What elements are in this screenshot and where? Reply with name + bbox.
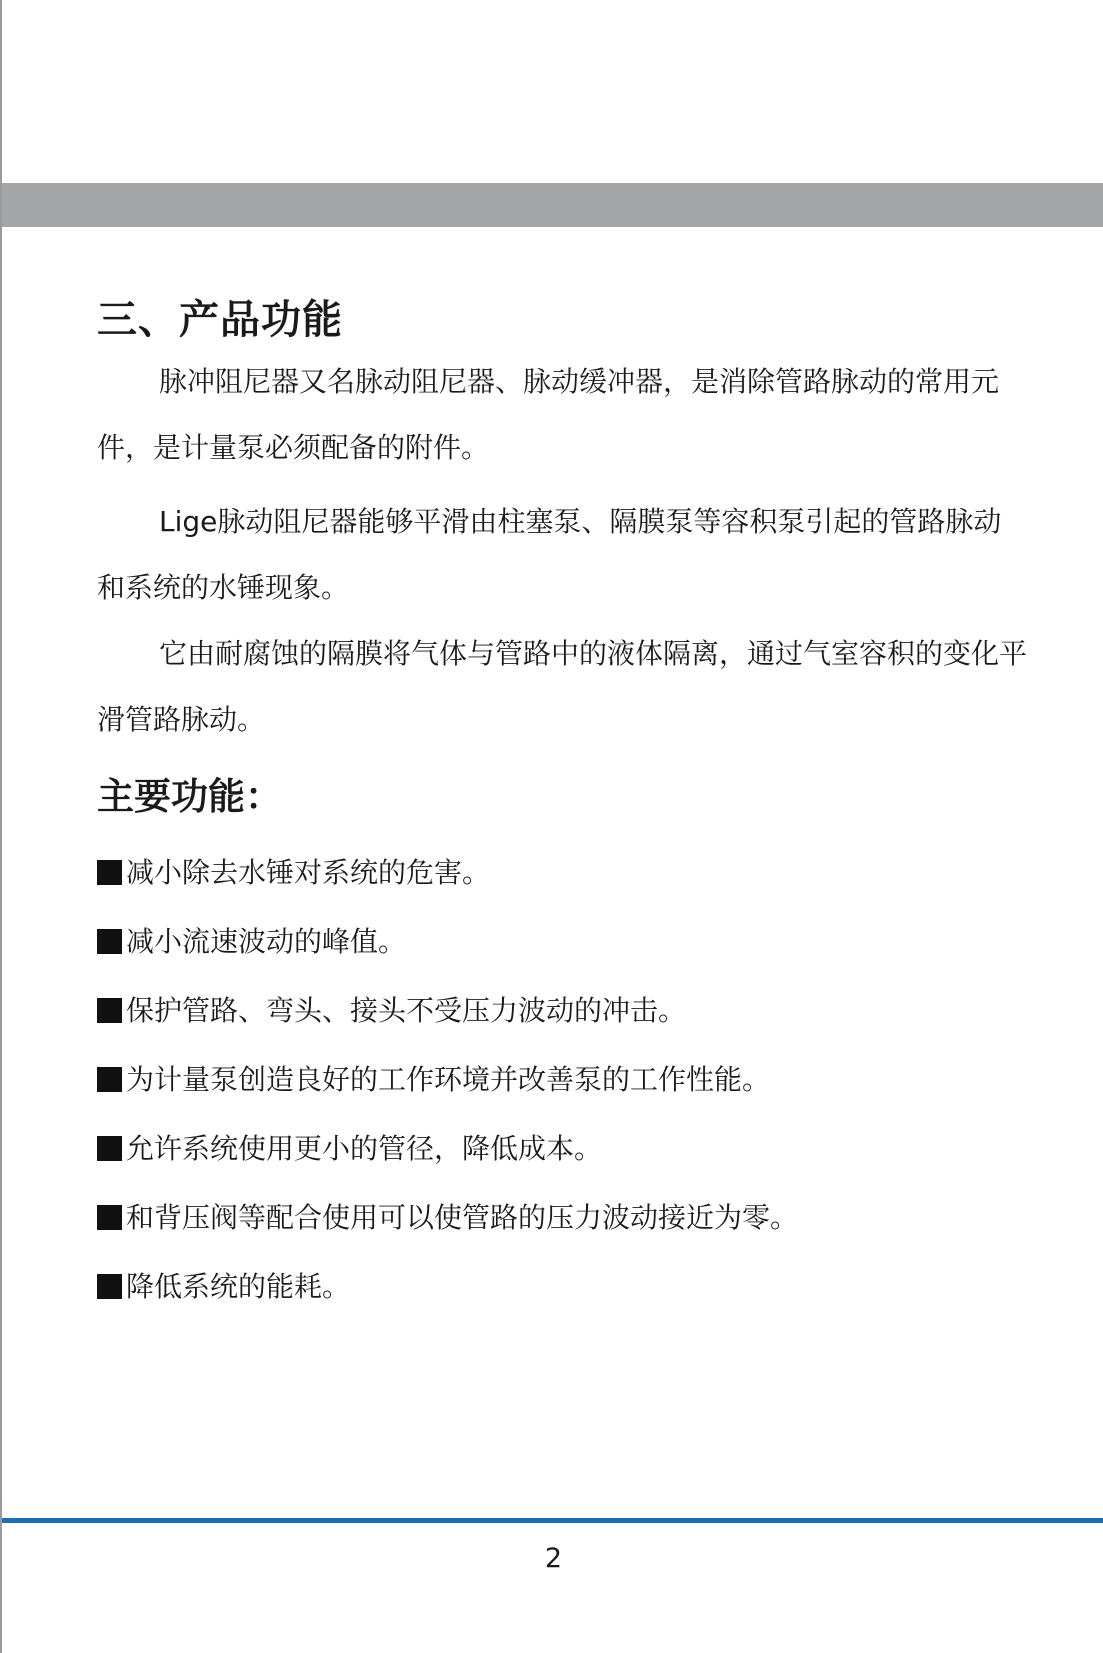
feature-text: 减小流速波动的峰值。 bbox=[126, 924, 407, 958]
header-band bbox=[2, 183, 1103, 227]
feature-item bbox=[97, 976, 1057, 1045]
feature-item bbox=[97, 1183, 1057, 1252]
square-bullet-icon bbox=[97, 1136, 122, 1161]
feature-text: 允许系统使用更小的管径，降低成本。 bbox=[126, 1131, 603, 1165]
square-bullet-icon bbox=[97, 1205, 122, 1230]
square-bullet-icon bbox=[97, 860, 122, 885]
feature-list bbox=[97, 838, 1057, 1321]
paragraph-intro: 脉冲阻尼器又名脉动阻尼器、脉动缓冲器，是消除管路脉动的常用元件，是计量泵必须配备的附件。 bbox=[97, 365, 1000, 464]
feature-text: 和背压阀等配合使用可以使管路的压力波动接近为零。 bbox=[126, 1200, 799, 1234]
square-bullet-icon bbox=[97, 1067, 122, 1092]
main-functions-title: 主要功能： bbox=[97, 775, 282, 818]
paragraph-diaphragm: 它由耐腐蚀的隔膜将气体与管路中的液体隔离，通过气室容积的变化平滑管路脉动。 bbox=[97, 637, 1028, 736]
square-bullet-icon bbox=[97, 998, 122, 1023]
feature-text: 为计量泵创造良好的工作环境并改善泵的工作性能。 bbox=[126, 1062, 771, 1096]
section-title: 三、产品功能 bbox=[97, 297, 343, 343]
feature-text: 保护管路、弯头、接头不受压力波动的冲击。 bbox=[126, 993, 687, 1027]
footer-rule bbox=[2, 1518, 1103, 1523]
page-number: 2 bbox=[544, 1543, 563, 1574]
feature-item bbox=[97, 907, 1057, 976]
feature-item bbox=[97, 1114, 1057, 1183]
feature-text: 降低系统的能耗。 bbox=[126, 1269, 351, 1303]
paragraph-lige: Lige脉动阻尼器能够平滑由柱塞泵、隔膜泵等容积泵引起的管路脉动和系统的水锤现象。 bbox=[97, 505, 1002, 604]
feature-item bbox=[97, 1045, 1057, 1114]
square-bullet-icon bbox=[97, 929, 122, 954]
feature-item bbox=[97, 1252, 1057, 1321]
square-bullet-icon bbox=[97, 1274, 122, 1299]
feature-item bbox=[97, 838, 1057, 907]
feature-text: 减小除去水锤对系统的危害。 bbox=[126, 855, 491, 889]
